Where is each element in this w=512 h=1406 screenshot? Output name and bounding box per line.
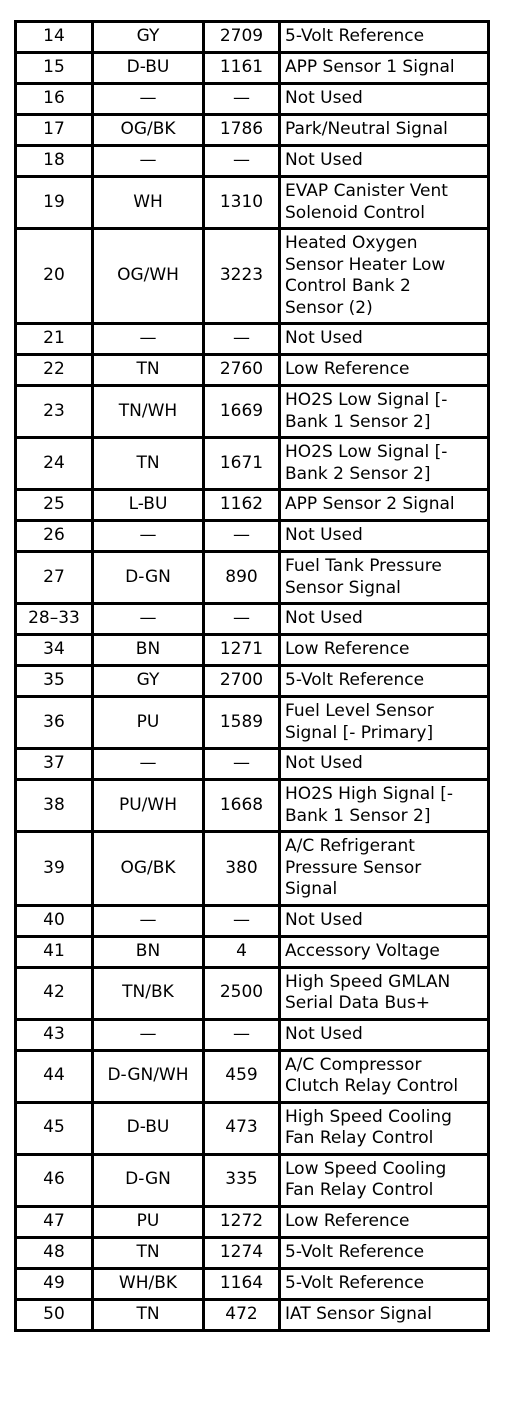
wire-color-cell: TN xyxy=(93,355,204,386)
function-cell xyxy=(280,1268,489,1299)
function-line: Bank 1 Sensor 2] xyxy=(285,805,431,826)
function-cell xyxy=(280,697,489,749)
function-line: Solenoid Control xyxy=(285,202,425,223)
function-line: 5-Volt Reference xyxy=(285,26,425,47)
table-row xyxy=(16,697,489,749)
function-line: Control Bank 2 xyxy=(285,276,411,296)
pin-number-cell: 36 xyxy=(16,697,93,749)
pin-number-cell: 42 xyxy=(16,967,93,1019)
wire-color-cell: — xyxy=(93,749,204,780)
circuit-number-cell: 3223 xyxy=(204,229,280,324)
circuit-number-cell: 459 xyxy=(204,1050,280,1102)
function-cell xyxy=(280,53,489,84)
pin-number-cell: 38 xyxy=(16,780,93,832)
circuit-number-cell: 2500 xyxy=(204,967,280,1019)
function-line: High Speed Cooling xyxy=(285,1106,452,1127)
circuit-number-cell: 335 xyxy=(204,1154,280,1206)
function-cell xyxy=(280,1019,489,1050)
table-row xyxy=(16,229,489,324)
wire-color-cell: WH xyxy=(93,177,204,229)
pin-number-cell: 45 xyxy=(16,1102,93,1154)
pin-number-cell: 16 xyxy=(16,84,93,115)
circuit-number-cell: 472 xyxy=(204,1299,280,1330)
table-row xyxy=(16,53,489,84)
pin-number-cell: 24 xyxy=(16,438,93,490)
function-cell xyxy=(280,604,489,635)
function-line: Low Reference xyxy=(285,639,410,660)
pin-number-cell: 44 xyxy=(16,1050,93,1102)
pin-number-cell: 23 xyxy=(16,386,93,438)
table-row xyxy=(16,324,489,355)
function-line: High Speed GMLAN xyxy=(285,971,451,992)
circuit-number-cell: 1669 xyxy=(204,386,280,438)
circuit-number-cell: 380 xyxy=(204,832,280,906)
wire-color-cell: TN/WH xyxy=(93,386,204,438)
circuit-number-cell: — xyxy=(204,1019,280,1050)
wire-color-cell: D-BU xyxy=(93,53,204,84)
wire-color-cell: — xyxy=(93,1019,204,1050)
wire-color-cell: PU xyxy=(93,697,204,749)
pin-number-cell: 25 xyxy=(16,490,93,521)
table-row xyxy=(16,1019,489,1050)
function-line: Bank 1 Sensor 2] xyxy=(285,411,431,432)
function-cell xyxy=(280,1102,489,1154)
wire-color-cell: TN/BK xyxy=(93,967,204,1019)
circuit-number-cell: 2709 xyxy=(204,22,280,53)
table-row xyxy=(16,146,489,177)
function-line: Sensor (2) xyxy=(285,297,373,318)
table-row xyxy=(16,1268,489,1299)
circuit-number-cell: 1671 xyxy=(204,438,280,490)
wire-color-cell: — xyxy=(93,604,204,635)
table-row xyxy=(16,936,489,967)
circuit-number-cell: 1786 xyxy=(204,115,280,146)
wire-color-cell: GY xyxy=(93,666,204,697)
pin-number-cell: 40 xyxy=(16,905,93,936)
wire-color-cell: BN xyxy=(93,936,204,967)
wire-color-cell: TN xyxy=(93,1237,204,1268)
wire-color-cell: D-GN/WH xyxy=(93,1050,204,1102)
table-row xyxy=(16,1154,489,1206)
function-line: Not Used xyxy=(285,909,363,930)
function-cell xyxy=(280,1206,489,1237)
function-line: Not Used xyxy=(285,608,363,629)
table-row xyxy=(16,115,489,146)
pin-number-cell: 26 xyxy=(16,521,93,552)
pin-number-cell: 49 xyxy=(16,1268,93,1299)
pin-number-cell: 14 xyxy=(16,22,93,53)
function-cell xyxy=(280,146,489,177)
function-line: Fuel Tank Pressure xyxy=(285,556,442,576)
wire-color-cell: — xyxy=(93,521,204,552)
table-row xyxy=(16,177,489,229)
table-row xyxy=(16,521,489,552)
circuit-number-cell: 1162 xyxy=(204,490,280,521)
function-cell xyxy=(280,1154,489,1206)
circuit-number-cell: 1161 xyxy=(204,53,280,84)
function-line: Clutch Relay Control xyxy=(285,1076,459,1096)
wire-color-cell: OG/BK xyxy=(93,832,204,906)
circuit-number-cell: — xyxy=(204,604,280,635)
function-cell xyxy=(280,1050,489,1102)
function-cell xyxy=(280,552,489,604)
pin-number-cell: 37 xyxy=(16,749,93,780)
pin-number-cell: 48 xyxy=(16,1237,93,1268)
wire-color-cell: OG/BK xyxy=(93,115,204,146)
function-line: Bank 2 Sensor 2] xyxy=(285,463,431,484)
table-row xyxy=(16,552,489,604)
circuit-number-cell: 1274 xyxy=(204,1237,280,1268)
table-row xyxy=(16,386,489,438)
circuit-number-cell: — xyxy=(204,324,280,355)
function-cell xyxy=(280,780,489,832)
circuit-number-cell: 1271 xyxy=(204,635,280,666)
wire-color-cell: D-BU xyxy=(93,1102,204,1154)
function-line: HO2S Low Signal [- xyxy=(285,442,448,462)
function-line: APP Sensor 1 Signal xyxy=(285,57,455,78)
function-cell xyxy=(280,438,489,490)
function-line: Sensor Heater Low xyxy=(285,254,446,275)
function-line: Fan Relay Control xyxy=(285,1128,434,1148)
table-row xyxy=(16,1237,489,1268)
table-row xyxy=(16,438,489,490)
table-row xyxy=(16,635,489,666)
function-line: Not Used xyxy=(285,328,363,349)
function-line: Fuel Level Sensor xyxy=(285,701,434,721)
pin-number-cell: 19 xyxy=(16,177,93,229)
function-cell xyxy=(280,115,489,146)
function-line: Low Reference xyxy=(285,359,410,380)
pin-number-cell: 35 xyxy=(16,666,93,697)
table-row xyxy=(16,604,489,635)
pin-number-cell: 28–33 xyxy=(16,604,93,635)
pin-number-cell: 39 xyxy=(16,832,93,906)
function-line: A/C Compressor xyxy=(285,1054,422,1075)
function-cell xyxy=(280,355,489,386)
function-line: Low Reference xyxy=(285,1210,410,1231)
function-cell xyxy=(280,905,489,936)
pin-number-cell: 18 xyxy=(16,146,93,177)
wire-color-cell: L-BU xyxy=(93,490,204,521)
function-line: A/C Refrigerant xyxy=(285,836,415,856)
pin-number-cell: 22 xyxy=(16,355,93,386)
pin-number-cell: 46 xyxy=(16,1154,93,1206)
wire-color-cell: — xyxy=(93,146,204,177)
function-cell xyxy=(280,1237,489,1268)
circuit-number-cell: 890 xyxy=(204,552,280,604)
table-row xyxy=(16,967,489,1019)
function-cell xyxy=(280,386,489,438)
function-cell xyxy=(280,22,489,53)
function-cell xyxy=(280,936,489,967)
table-row xyxy=(16,905,489,936)
table-row xyxy=(16,1206,489,1237)
pin-number-cell: 41 xyxy=(16,936,93,967)
function-line: EVAP Canister Vent xyxy=(285,181,448,201)
function-cell xyxy=(280,967,489,1019)
function-cell xyxy=(280,832,489,906)
pin-number-cell: 15 xyxy=(16,53,93,84)
table-row xyxy=(16,1050,489,1102)
circuit-number-cell: 1272 xyxy=(204,1206,280,1237)
function-cell xyxy=(280,177,489,229)
function-line: Pressure Sensor xyxy=(285,857,422,878)
pin-number-cell: 27 xyxy=(16,552,93,604)
pin-number-cell: 34 xyxy=(16,635,93,666)
table-row xyxy=(16,355,489,386)
pinout-table-body xyxy=(16,22,489,1331)
wire-color-cell: PU/WH xyxy=(93,780,204,832)
wire-color-cell: — xyxy=(93,905,204,936)
table-row xyxy=(16,832,489,906)
circuit-number-cell: 473 xyxy=(204,1102,280,1154)
circuit-number-cell: 1310 xyxy=(204,177,280,229)
circuit-number-cell: — xyxy=(204,749,280,780)
function-cell xyxy=(280,324,489,355)
table-row xyxy=(16,490,489,521)
function-cell xyxy=(280,749,489,780)
function-line: Signal xyxy=(285,879,338,899)
function-line: Serial Data Bus+ xyxy=(285,993,431,1013)
circuit-number-cell: 2760 xyxy=(204,355,280,386)
function-line: 5-Volt Reference xyxy=(285,1272,425,1293)
table-row xyxy=(16,666,489,697)
table-row xyxy=(16,22,489,53)
function-line: HO2S Low Signal [- xyxy=(285,390,448,410)
function-cell xyxy=(280,666,489,697)
circuit-number-cell: — xyxy=(204,521,280,552)
function-line: Not Used xyxy=(285,150,363,171)
circuit-number-cell: 1164 xyxy=(204,1268,280,1299)
connector-pinout-table xyxy=(14,20,490,1332)
wire-color-cell: OG/WH xyxy=(93,229,204,324)
function-line: Park/Neutral Signal xyxy=(285,119,448,140)
wire-color-cell: — xyxy=(93,84,204,115)
table-row xyxy=(16,749,489,780)
function-line: 5-Volt Reference xyxy=(285,670,425,691)
pin-number-cell: 21 xyxy=(16,324,93,355)
pin-number-cell: 50 xyxy=(16,1299,93,1330)
function-cell xyxy=(280,84,489,115)
function-line: Not Used xyxy=(285,1023,363,1044)
wire-color-cell: D-GN xyxy=(93,552,204,604)
table-row xyxy=(16,1102,489,1154)
circuit-number-cell: — xyxy=(204,905,280,936)
table-row xyxy=(16,780,489,832)
wire-color-cell: D-GN xyxy=(93,1154,204,1206)
function-line: HO2S High Signal [- xyxy=(285,784,454,804)
wire-color-cell: GY xyxy=(93,22,204,53)
wire-color-cell: WH/BK xyxy=(93,1268,204,1299)
pin-number-cell: 17 xyxy=(16,115,93,146)
circuit-number-cell: 1668 xyxy=(204,780,280,832)
wire-color-cell: BN xyxy=(93,635,204,666)
function-line: Sensor Signal xyxy=(285,577,401,598)
wire-color-cell: PU xyxy=(93,1206,204,1237)
function-cell xyxy=(280,635,489,666)
function-line: Signal [- Primary] xyxy=(285,722,434,743)
function-line: Not Used xyxy=(285,88,363,109)
function-cell xyxy=(280,521,489,552)
function-line: IAT Sensor Signal xyxy=(285,1303,433,1324)
function-cell xyxy=(280,490,489,521)
function-line: Not Used xyxy=(285,525,363,546)
function-line: Not Used xyxy=(285,753,363,774)
function-line: APP Sensor 2 Signal xyxy=(285,494,455,515)
circuit-number-cell: — xyxy=(204,84,280,115)
pin-number-cell: 47 xyxy=(16,1206,93,1237)
function-cell xyxy=(280,1299,489,1330)
wire-color-cell: TN xyxy=(93,438,204,490)
function-line: Heated Oxygen xyxy=(285,233,418,253)
function-line: 5-Volt Reference xyxy=(285,1241,425,1262)
circuit-number-cell: — xyxy=(204,146,280,177)
pin-number-cell: 43 xyxy=(16,1019,93,1050)
wire-color-cell: TN xyxy=(93,1299,204,1330)
table-row xyxy=(16,1299,489,1330)
circuit-number-cell: 2700 xyxy=(204,666,280,697)
circuit-number-cell: 1589 xyxy=(204,697,280,749)
table-row xyxy=(16,84,489,115)
function-cell xyxy=(280,229,489,324)
wire-color-cell: — xyxy=(93,324,204,355)
function-line: Fan Relay Control xyxy=(285,1180,434,1200)
circuit-number-cell: 4 xyxy=(204,936,280,967)
function-line: Low Speed Cooling xyxy=(285,1158,447,1179)
function-line: Accessory Voltage xyxy=(285,940,440,961)
pin-number-cell: 20 xyxy=(16,229,93,324)
